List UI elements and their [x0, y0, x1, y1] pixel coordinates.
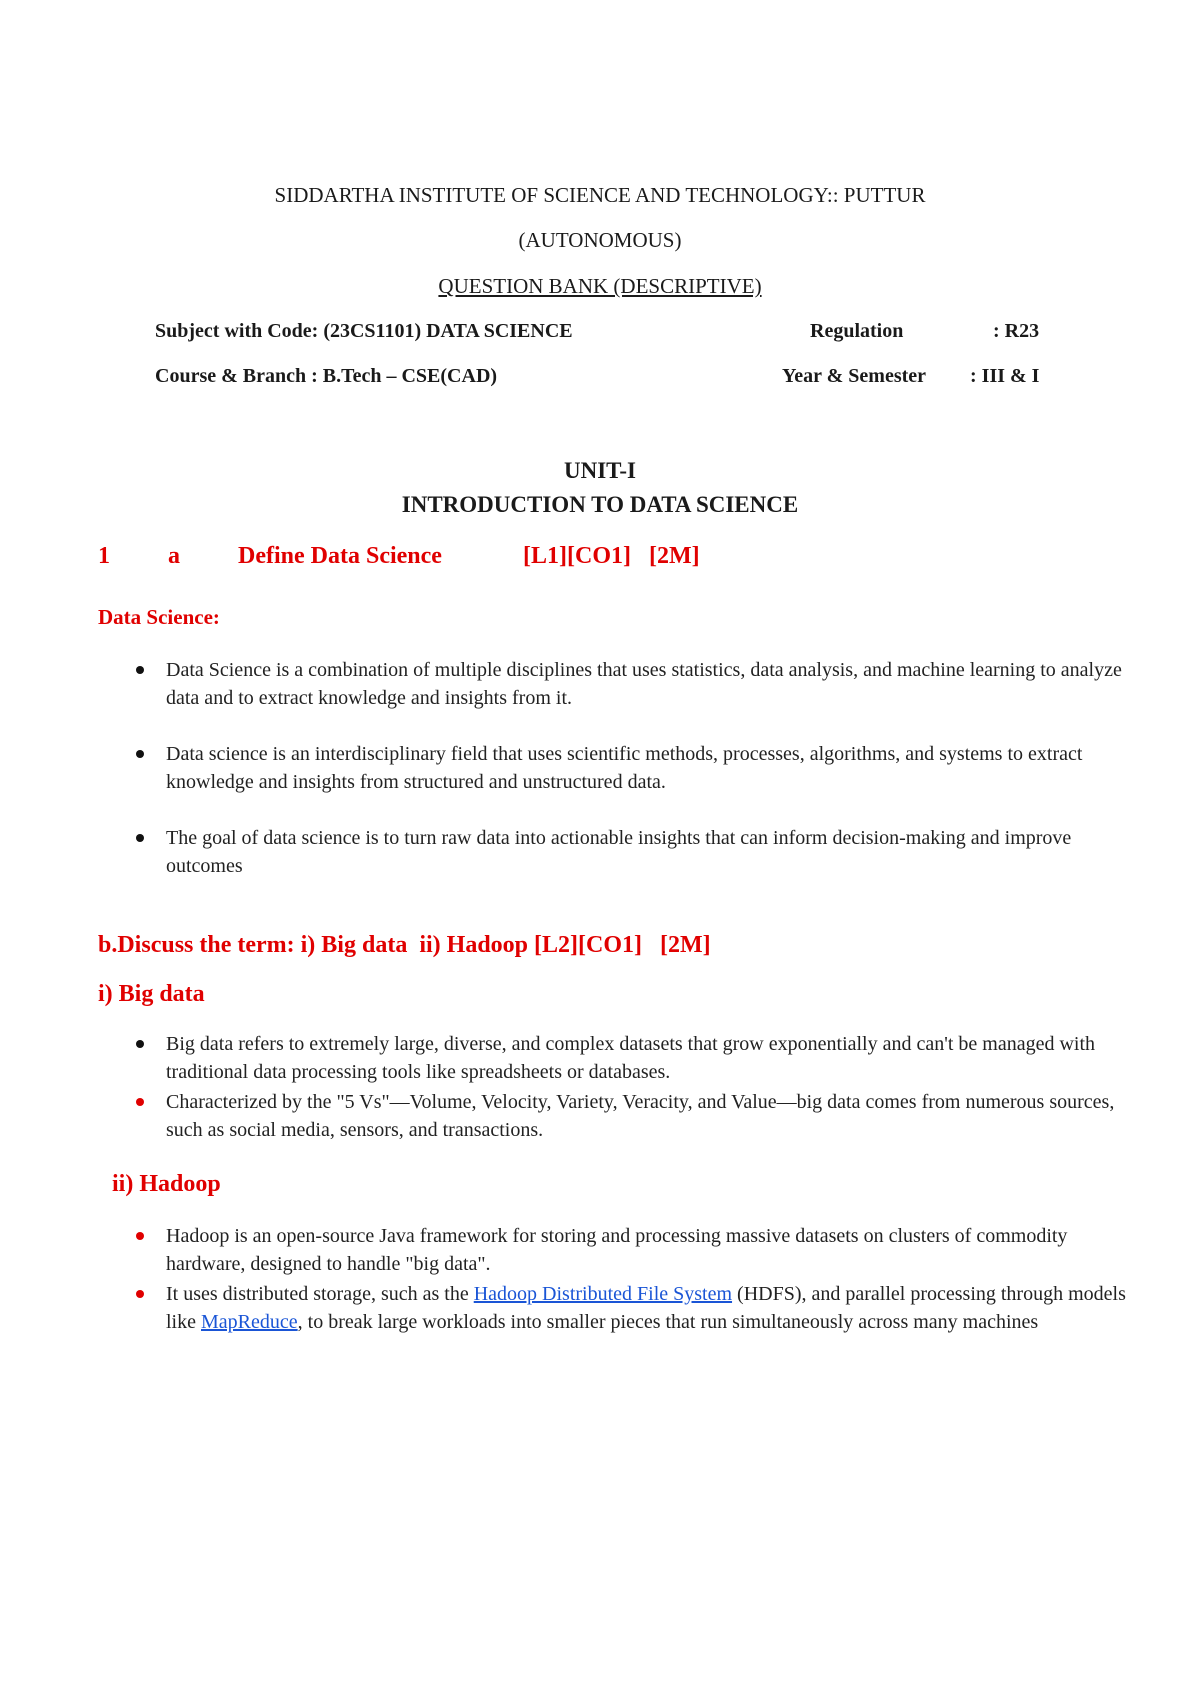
hadoop-heading: ii) Hadoop: [112, 1171, 221, 1197]
bullet-icon: [136, 1232, 144, 1240]
question-number: 1: [98, 543, 110, 569]
question-b-text: b.Discuss the term: i) Big data ii) Hadoop [L2][CO1] [2M]: [98, 932, 711, 958]
document-title: QUESTION BANK (DESCRIPTIVE): [438, 274, 762, 298]
regulation-label: Regulation: [810, 320, 904, 342]
bullet-icon: [136, 1290, 144, 1298]
year-semester-label: Year & Semester: [782, 365, 927, 387]
institute-name: SIDDARTHA INSTITUTE OF SCIENCE AND TECHNOLOGY:: PUTTUR: [274, 183, 926, 207]
list-item: [130, 1030, 1130, 1086]
bullet-text: Data science is an interdisciplinary field that uses scientific methods, processes, algorithms, and systems to extract knowledge and insights from structured and unstructured data.: [166, 743, 1083, 793]
unit-subtitle: INTRODUCTION TO DATA SCIENCE: [401, 492, 799, 517]
list-item: [130, 740, 1130, 796]
hdfs-link[interactable]: Hadoop Distributed File System: [473, 1283, 733, 1305]
autonomous-label: (AUTONOMOUS): [518, 228, 682, 252]
bullet-text-part: (HDFS), and parallel processing through models like: [166, 1283, 1126, 1333]
bigdata-bullets: [130, 1030, 1130, 1144]
bullet-icon: [136, 1040, 144, 1048]
subject-code: Subject with Code: (23CS1101) DATA SCIENCE: [155, 320, 573, 342]
unit-title: UNIT-I: [563, 458, 636, 483]
bullet-icon: [136, 750, 144, 758]
course-branch: Course & Branch : B.Tech – CSE(CAD): [155, 365, 498, 387]
bullet-text: Big data refers to extremely large, diverse, and complex datasets that grow exponentially and can't be managed with traditional data processing tools like spreadsheets or databases.: [166, 1033, 1096, 1083]
list-item: [130, 1222, 1130, 1278]
mapreduce-link[interactable]: MapReduce: [201, 1311, 298, 1333]
data-science-bullets: [130, 656, 1130, 880]
question-part: a: [168, 543, 180, 569]
list-item: [130, 1088, 1130, 1144]
bullet-icon: [136, 1098, 144, 1106]
bigdata-heading: i) Big data: [98, 981, 205, 1007]
bullet-text-part: , to break large workloads into smaller pieces that run simultaneously across many machines: [297, 1311, 1039, 1333]
year-semester-value: : III & I: [970, 365, 1040, 387]
bullet-text-part: It uses distributed storage, such as the: [166, 1283, 474, 1305]
bullet-text: Characterized by the "5 Vs"—Volume, Velocity, Variety, Veracity, and Value—big data comes from numerous sources, such as social media, sensors, and transactions.: [166, 1091, 1115, 1141]
answer-heading: Data Science:: [98, 605, 220, 629]
list-item: [130, 1280, 1130, 1336]
question-tags: [L1][CO1] [2M]: [523, 543, 700, 569]
bullet-text: The goal of data science is to turn raw data into actionable insights that can inform decision-making and improve outcomes: [166, 827, 1072, 877]
question-text: Define Data Science: [238, 543, 442, 569]
bullet-icon: [136, 666, 144, 674]
regulation-value: : R23: [993, 320, 1040, 342]
bullet-icon: [136, 834, 144, 842]
bullet-text: Hadoop is an open-source Java framework for storing and processing massive datasets on clusters of commodity hardware, designed to handle "big data".: [166, 1225, 1068, 1275]
hadoop-bullets: [130, 1222, 1130, 1336]
list-item: [130, 656, 1130, 712]
bullet-text: Data Science is a combination of multiple disciplines that uses statistics, data analysis, and machine learning to analyze data and to extract knowledge and insights from it.: [166, 659, 1122, 709]
list-item: [130, 824, 1130, 880]
